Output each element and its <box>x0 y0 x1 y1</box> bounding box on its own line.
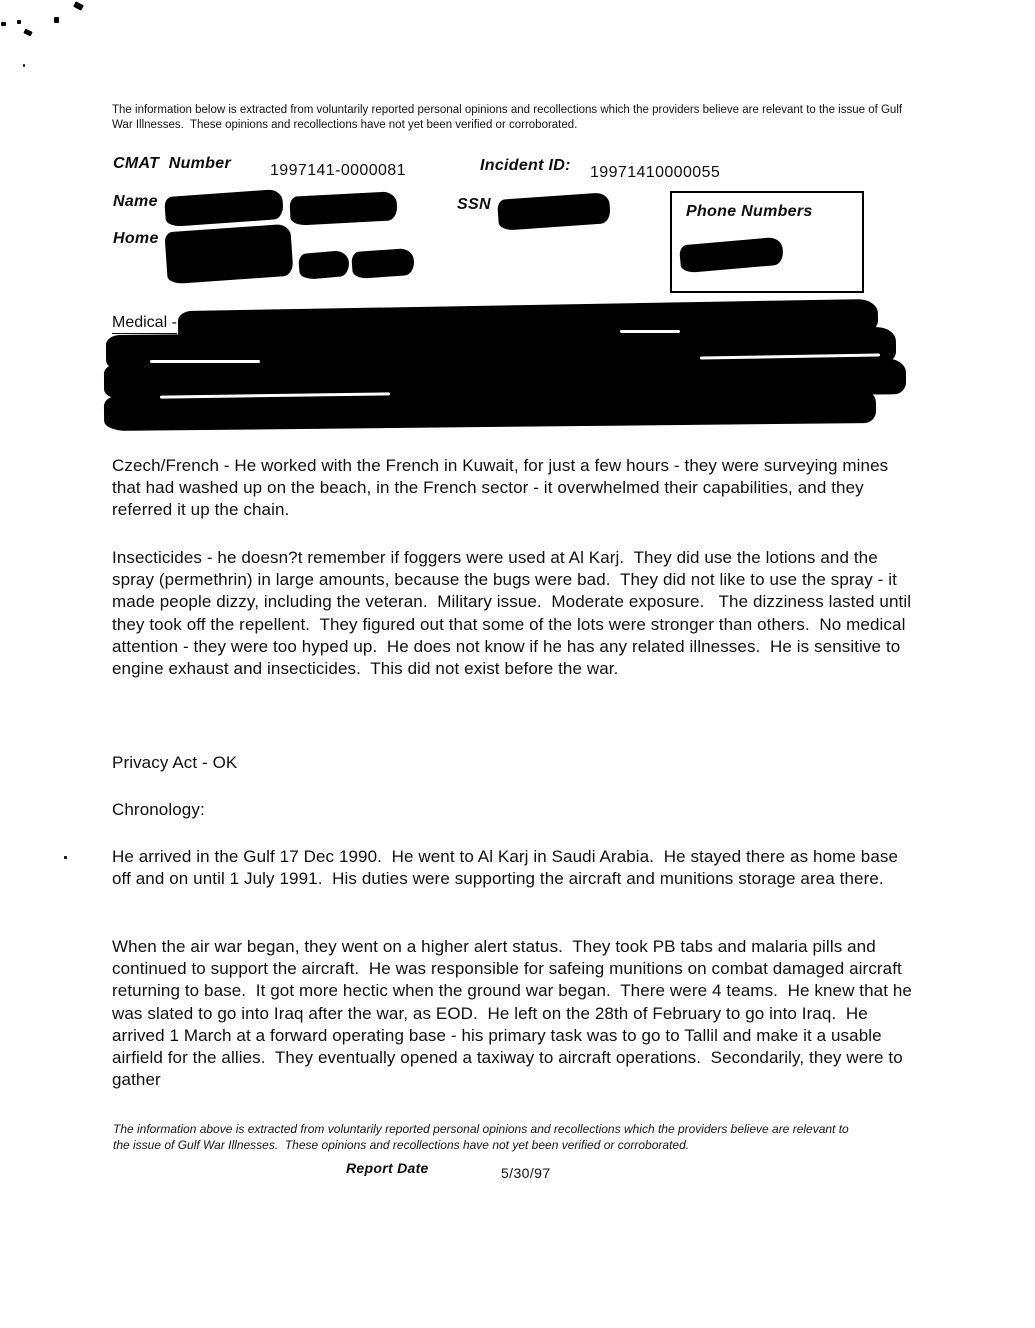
cmat-number-label: CMAT Number <box>113 155 231 172</box>
redaction-ssn <box>497 192 611 231</box>
report-date-value: 5/30/97 <box>501 1165 551 1181</box>
phone-numbers-box <box>670 191 864 293</box>
scan-speckle <box>54 17 59 23</box>
ssn-label: SSN <box>457 196 491 213</box>
scan-speckle <box>17 20 21 24</box>
home-label: Home <box>113 230 159 247</box>
report-date-label: Report Date <box>346 1160 429 1176</box>
paragraph-arrival: He arrived in the Gulf 17 Dec 1990. He went to Al Karj in Saudi Arabia. He stayed there as home base off and on until 1 July 1991. His duties were supporting the aircraft and munitions storage area there. <box>112 847 903 889</box>
footer-disclaimer: The information above is extracted from voluntarily reported personal opinions and recollections which the providers believe are relevant to the issue of Gulf War Illnesses. These opinions and recollections have not yet been verified or corroborated. <box>113 1122 853 1152</box>
paragraph-chronology-heading: Chronology: <box>112 800 205 819</box>
cmat-number-value: 1997141-0000081 <box>270 162 406 179</box>
paragraph-czech-french: Czech/French - He worked with the French in Kuwait, for just a few hours - they were surveying mines that had washed up on the beach, in the French sector - it overwhelmed their capabilities, and they referred it up the chain. <box>112 456 894 520</box>
scan-speckle <box>23 64 25 67</box>
redaction-name-1 <box>164 189 284 227</box>
redaction-phone <box>679 237 784 274</box>
paragraph-air-war: When the air war began, they went on a higher alert status. They took PB tabs and malaria pills and continued to support the aircraft. He was responsible for safeing munitions on combat damaged aircraft returning to base. It got more hectic when the ground war began. There were 4 teams. He knew that he was slated to go into Iraq after the war, as EOD. He left on the 28th of February to go into Iraq. He arrived 1 March at a forward operating base - his primary task was to go to Tallil and make it a usable airfield for the allies. They eventually opened a taxiway to aircraft operations. Secondarily, they were to gather <box>112 937 917 1090</box>
scan-speckle <box>64 856 67 859</box>
redaction-gap <box>150 360 260 363</box>
redaction-gap <box>620 330 680 333</box>
redaction-home-3 <box>351 248 415 279</box>
phone-numbers-label: Phone Numbers <box>686 203 813 220</box>
redaction-home-1 <box>164 224 293 285</box>
scan-speckle <box>1 22 6 26</box>
scan-speckle <box>73 1 84 11</box>
header-disclaimer: The information below is extracted from voluntarily reported personal opinions and recollections which the providers believe are relevant to the issue of Gulf War Illnesses. These opinions and recollections have not yet been verified or corroborated. <box>112 104 906 131</box>
redaction-home-2 <box>298 250 350 280</box>
medical-label: Medical - <box>112 314 177 334</box>
paragraph-privacy-act: Privacy Act - OK <box>112 753 238 772</box>
redaction-name-2 <box>289 191 397 226</box>
paragraph-insecticides: Insecticides - he doesn?t remember if foggers were used at Al Karj. They did use the lotions and the spray (permethrin) in large amounts, because the bugs were bad. They did not like to use the spray - it made people dizzy, including the veteran. Military issue. Moderate exposure. The dizziness lasted until they took off the repellent. They figured out that some of the lots were stronger than others. No medical attention - they were too hyped up. He does not know if he has any related illnesses. He is sensitive to engine exhaust and insecticides. This did not exist before the war. <box>112 548 916 679</box>
scan-speckle <box>23 29 32 37</box>
name-label: Name <box>113 193 158 210</box>
incident-id-value: 19971410000055 <box>590 164 721 181</box>
incident-id-label: Incident ID: <box>480 157 571 174</box>
